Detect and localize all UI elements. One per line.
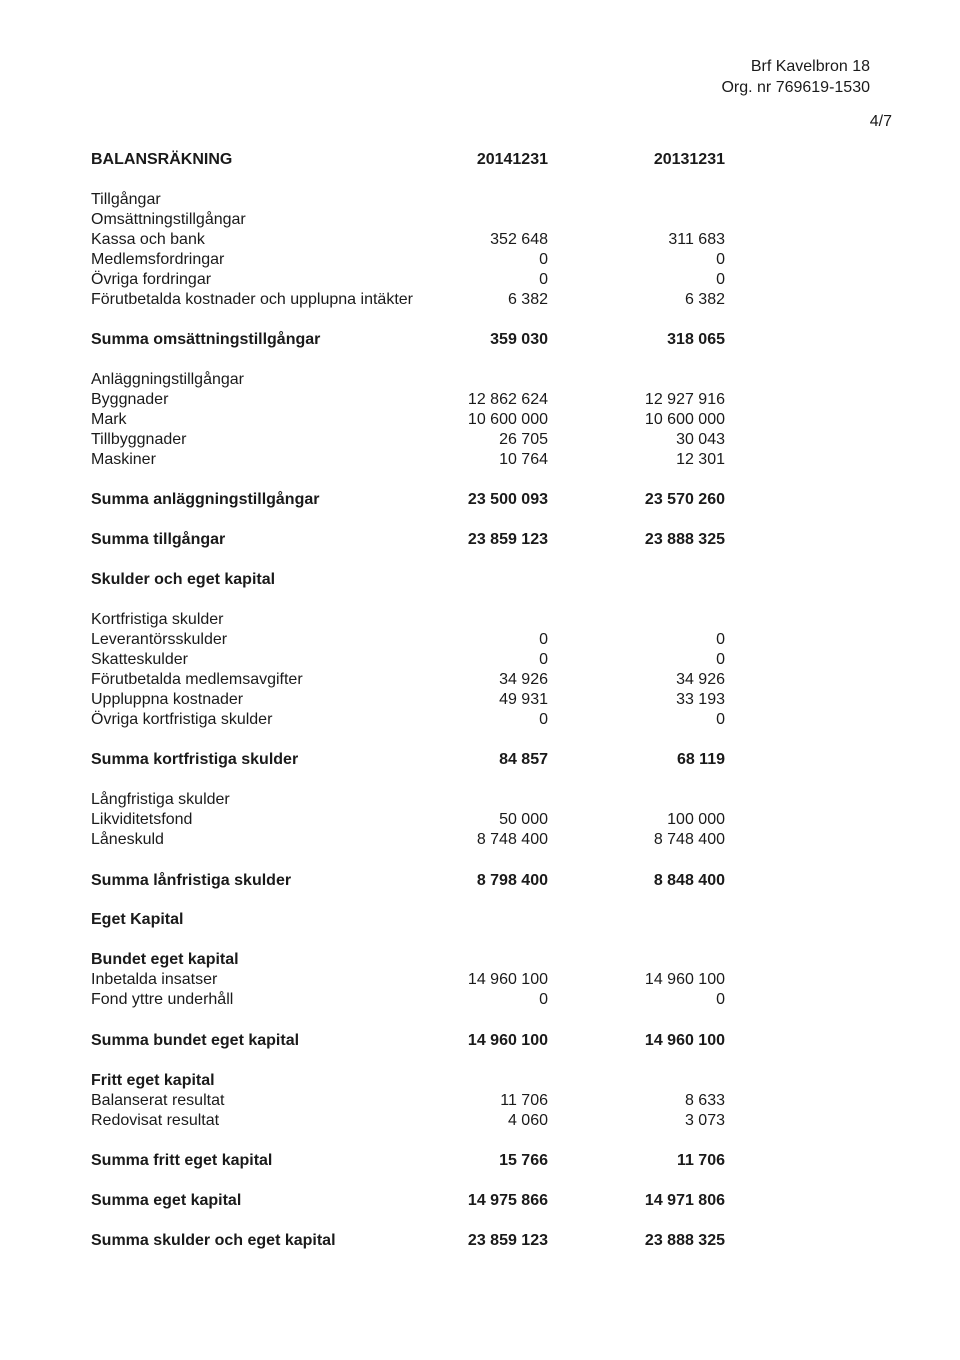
value-2013: 30 043 — [676, 431, 725, 448]
table-row — [91, 1031, 751, 1051]
table-row — [91, 430, 751, 450]
value-2014: 0 — [539, 631, 548, 648]
value-2014: 26 705 — [499, 431, 548, 448]
table-row — [91, 710, 751, 730]
table-row — [91, 871, 751, 891]
row-label: Skulder och eget kapital — [91, 571, 276, 588]
table-row — [91, 810, 751, 830]
value-2014: 359 030 — [490, 331, 548, 348]
value-2014: 12 862 624 — [467, 391, 548, 408]
value-2013: 6 382 — [684, 291, 725, 308]
table-row — [91, 790, 751, 810]
row-label: Låneskuld — [91, 831, 164, 848]
row-label: Summa omsättningstillgångar — [91, 331, 321, 348]
value-2014: 8 748 400 — [476, 831, 548, 848]
row-label: Summa lånfristiga skulder — [91, 872, 292, 889]
value-2013: 0 — [716, 251, 725, 268]
row-label: Balanserat resultat — [91, 1092, 225, 1109]
value-2014: 23 859 123 — [467, 531, 548, 548]
value-2014: 84 857 — [499, 751, 548, 768]
column-header-2013: 20131231 — [653, 151, 725, 168]
table-row — [91, 370, 751, 390]
value-2014: 0 — [539, 271, 548, 288]
value-2013: 12 927 916 — [644, 391, 725, 408]
table-row — [91, 390, 751, 410]
value-2014: 14 960 100 — [467, 971, 548, 988]
value-2013: 34 926 — [676, 671, 725, 688]
value-2014: 0 — [539, 651, 548, 668]
table-row — [91, 750, 751, 770]
value-2013: 14 971 806 — [644, 1192, 725, 1209]
table-row — [91, 210, 751, 230]
value-2013: 100 000 — [667, 811, 725, 828]
value-2014: 6 382 — [507, 291, 548, 308]
row-label: Fond yttre underhåll — [91, 991, 234, 1008]
value-2014: 14 960 100 — [467, 1032, 548, 1049]
value-2013: 8 748 400 — [653, 831, 725, 848]
table-row — [91, 530, 751, 550]
table-row — [91, 950, 751, 970]
row-label: Fritt eget kapital — [91, 1072, 215, 1089]
table-row — [91, 190, 751, 210]
row-label: Summa tillgångar — [91, 531, 226, 548]
value-2013: 311 683 — [668, 231, 725, 248]
row-label: Övriga kortfristiga skulder — [91, 711, 273, 728]
row-label: Mark — [91, 411, 127, 428]
table-row — [91, 670, 751, 690]
value-2014: 23 859 123 — [467, 1232, 548, 1249]
value-2013: 3 073 — [684, 1112, 725, 1129]
value-2013: 10 600 000 — [644, 411, 725, 428]
table-row — [91, 410, 751, 430]
table-row — [91, 1151, 751, 1171]
table-row — [91, 650, 751, 670]
row-label: Leverantörsskulder — [91, 631, 228, 648]
value-2013: 23 570 260 — [644, 491, 725, 508]
value-2014: 0 — [539, 991, 548, 1008]
value-2014: 0 — [539, 711, 548, 728]
value-2014: 0 — [539, 251, 548, 268]
table-row — [91, 330, 751, 350]
value-2014: 4 060 — [507, 1112, 548, 1129]
row-label: Övriga fordringar — [91, 271, 212, 288]
row-label: Långfristiga skulder — [91, 791, 230, 808]
value-2014: 34 926 — [499, 671, 548, 688]
organization-number: Org. nr 769619-1530 — [721, 79, 870, 96]
value-2013: 0 — [716, 711, 725, 728]
table-row — [91, 450, 751, 470]
table-row — [91, 630, 751, 650]
value-2014: 352 648 — [490, 231, 548, 248]
row-label: Likviditetsfond — [91, 811, 193, 828]
value-2013: 12 301 — [676, 451, 725, 468]
table-row — [91, 610, 751, 630]
value-2014: 14 975 866 — [467, 1192, 548, 1209]
row-label: Maskiner — [91, 451, 156, 468]
value-2014: 8 798 400 — [476, 872, 548, 889]
value-2013: 68 119 — [676, 751, 725, 768]
value-2014: 23 500 093 — [467, 491, 548, 508]
row-label: Byggnader — [91, 391, 169, 408]
table-row — [91, 1191, 751, 1211]
row-label: Kortfristiga skulder — [91, 611, 224, 628]
row-label: Anläggningstillgångar — [91, 371, 244, 388]
value-2013: 0 — [716, 651, 725, 668]
row-label: Inbetalda insatser — [91, 971, 218, 988]
row-label: Redovisat resultat — [91, 1112, 220, 1129]
row-label: Kassa och bank — [91, 231, 205, 248]
value-2014: 11 706 — [500, 1092, 548, 1109]
column-header-2014: 20141231 — [476, 151, 548, 168]
table-row — [91, 830, 751, 850]
row-label: Summa bundet eget kapital — [91, 1032, 300, 1049]
organization-name: Brf Kavelbron 18 — [750, 58, 870, 75]
value-2014: 50 000 — [499, 811, 548, 828]
value-2013: 0 — [716, 631, 725, 648]
row-label: Skatteskulder — [91, 651, 188, 668]
table-row — [91, 1231, 751, 1251]
row-label: Summa fritt eget kapital — [91, 1152, 273, 1169]
value-2014: 10 600 000 — [467, 411, 548, 428]
table-row — [91, 970, 751, 990]
row-label: Uppluppna kostnader — [91, 691, 244, 708]
value-2013: 23 888 325 — [644, 1232, 725, 1249]
table-row — [91, 990, 751, 1010]
table-row — [91, 1111, 751, 1131]
value-2014: 10 764 — [499, 451, 548, 468]
value-2013: 33 193 — [676, 691, 725, 708]
value-2013: 0 — [716, 991, 725, 1008]
row-label: Förutbetalda medlemsavgifter — [91, 671, 303, 688]
row-label: Summa anläggningstillgångar — [91, 491, 320, 508]
table-row — [91, 270, 751, 290]
value-2013: 0 — [716, 271, 725, 288]
value-2013: 23 888 325 — [644, 531, 725, 548]
row-label: Summa eget kapital — [91, 1192, 242, 1209]
table-row — [91, 250, 751, 270]
page-number: 4/7 — [869, 113, 892, 130]
table-row — [91, 490, 751, 510]
table-row — [91, 570, 751, 590]
value-2013: 14 960 100 — [644, 1032, 725, 1049]
row-label: Tillgångar — [91, 191, 161, 208]
row-label: Medlemsfordringar — [91, 251, 225, 268]
balance-sheet-heading — [91, 150, 751, 170]
row-label: Summa skulder och eget kapital — [91, 1232, 336, 1249]
table-row — [91, 690, 751, 710]
table-row — [91, 1091, 751, 1111]
table-row — [91, 910, 751, 930]
value-2013: 11 706 — [676, 1152, 725, 1169]
value-2013: 14 960 100 — [644, 971, 725, 988]
value-2013: 318 065 — [667, 331, 725, 348]
organization-header — [721, 56, 870, 98]
value-2013: 8 848 400 — [653, 872, 725, 889]
row-label: Summa kortfristiga skulder — [91, 751, 299, 768]
value-2013: 8 633 — [684, 1092, 725, 1109]
row-label: Eget Kapital — [91, 911, 184, 928]
table-row — [91, 230, 751, 250]
row-label: Tillbyggnader — [91, 431, 187, 448]
table-row — [91, 290, 751, 310]
row-label: Förutbetalda kostnader och upplupna intäkter — [91, 291, 413, 308]
value-2014: 49 931 — [499, 691, 548, 708]
value-2014: 15 766 — [499, 1152, 548, 1169]
table-row — [91, 1071, 751, 1091]
row-label: Bundet eget kapital — [91, 951, 239, 968]
balance-sheet-title: BALANSRÄKNING — [91, 151, 233, 168]
row-label: Omsättningstillgångar — [91, 211, 246, 228]
